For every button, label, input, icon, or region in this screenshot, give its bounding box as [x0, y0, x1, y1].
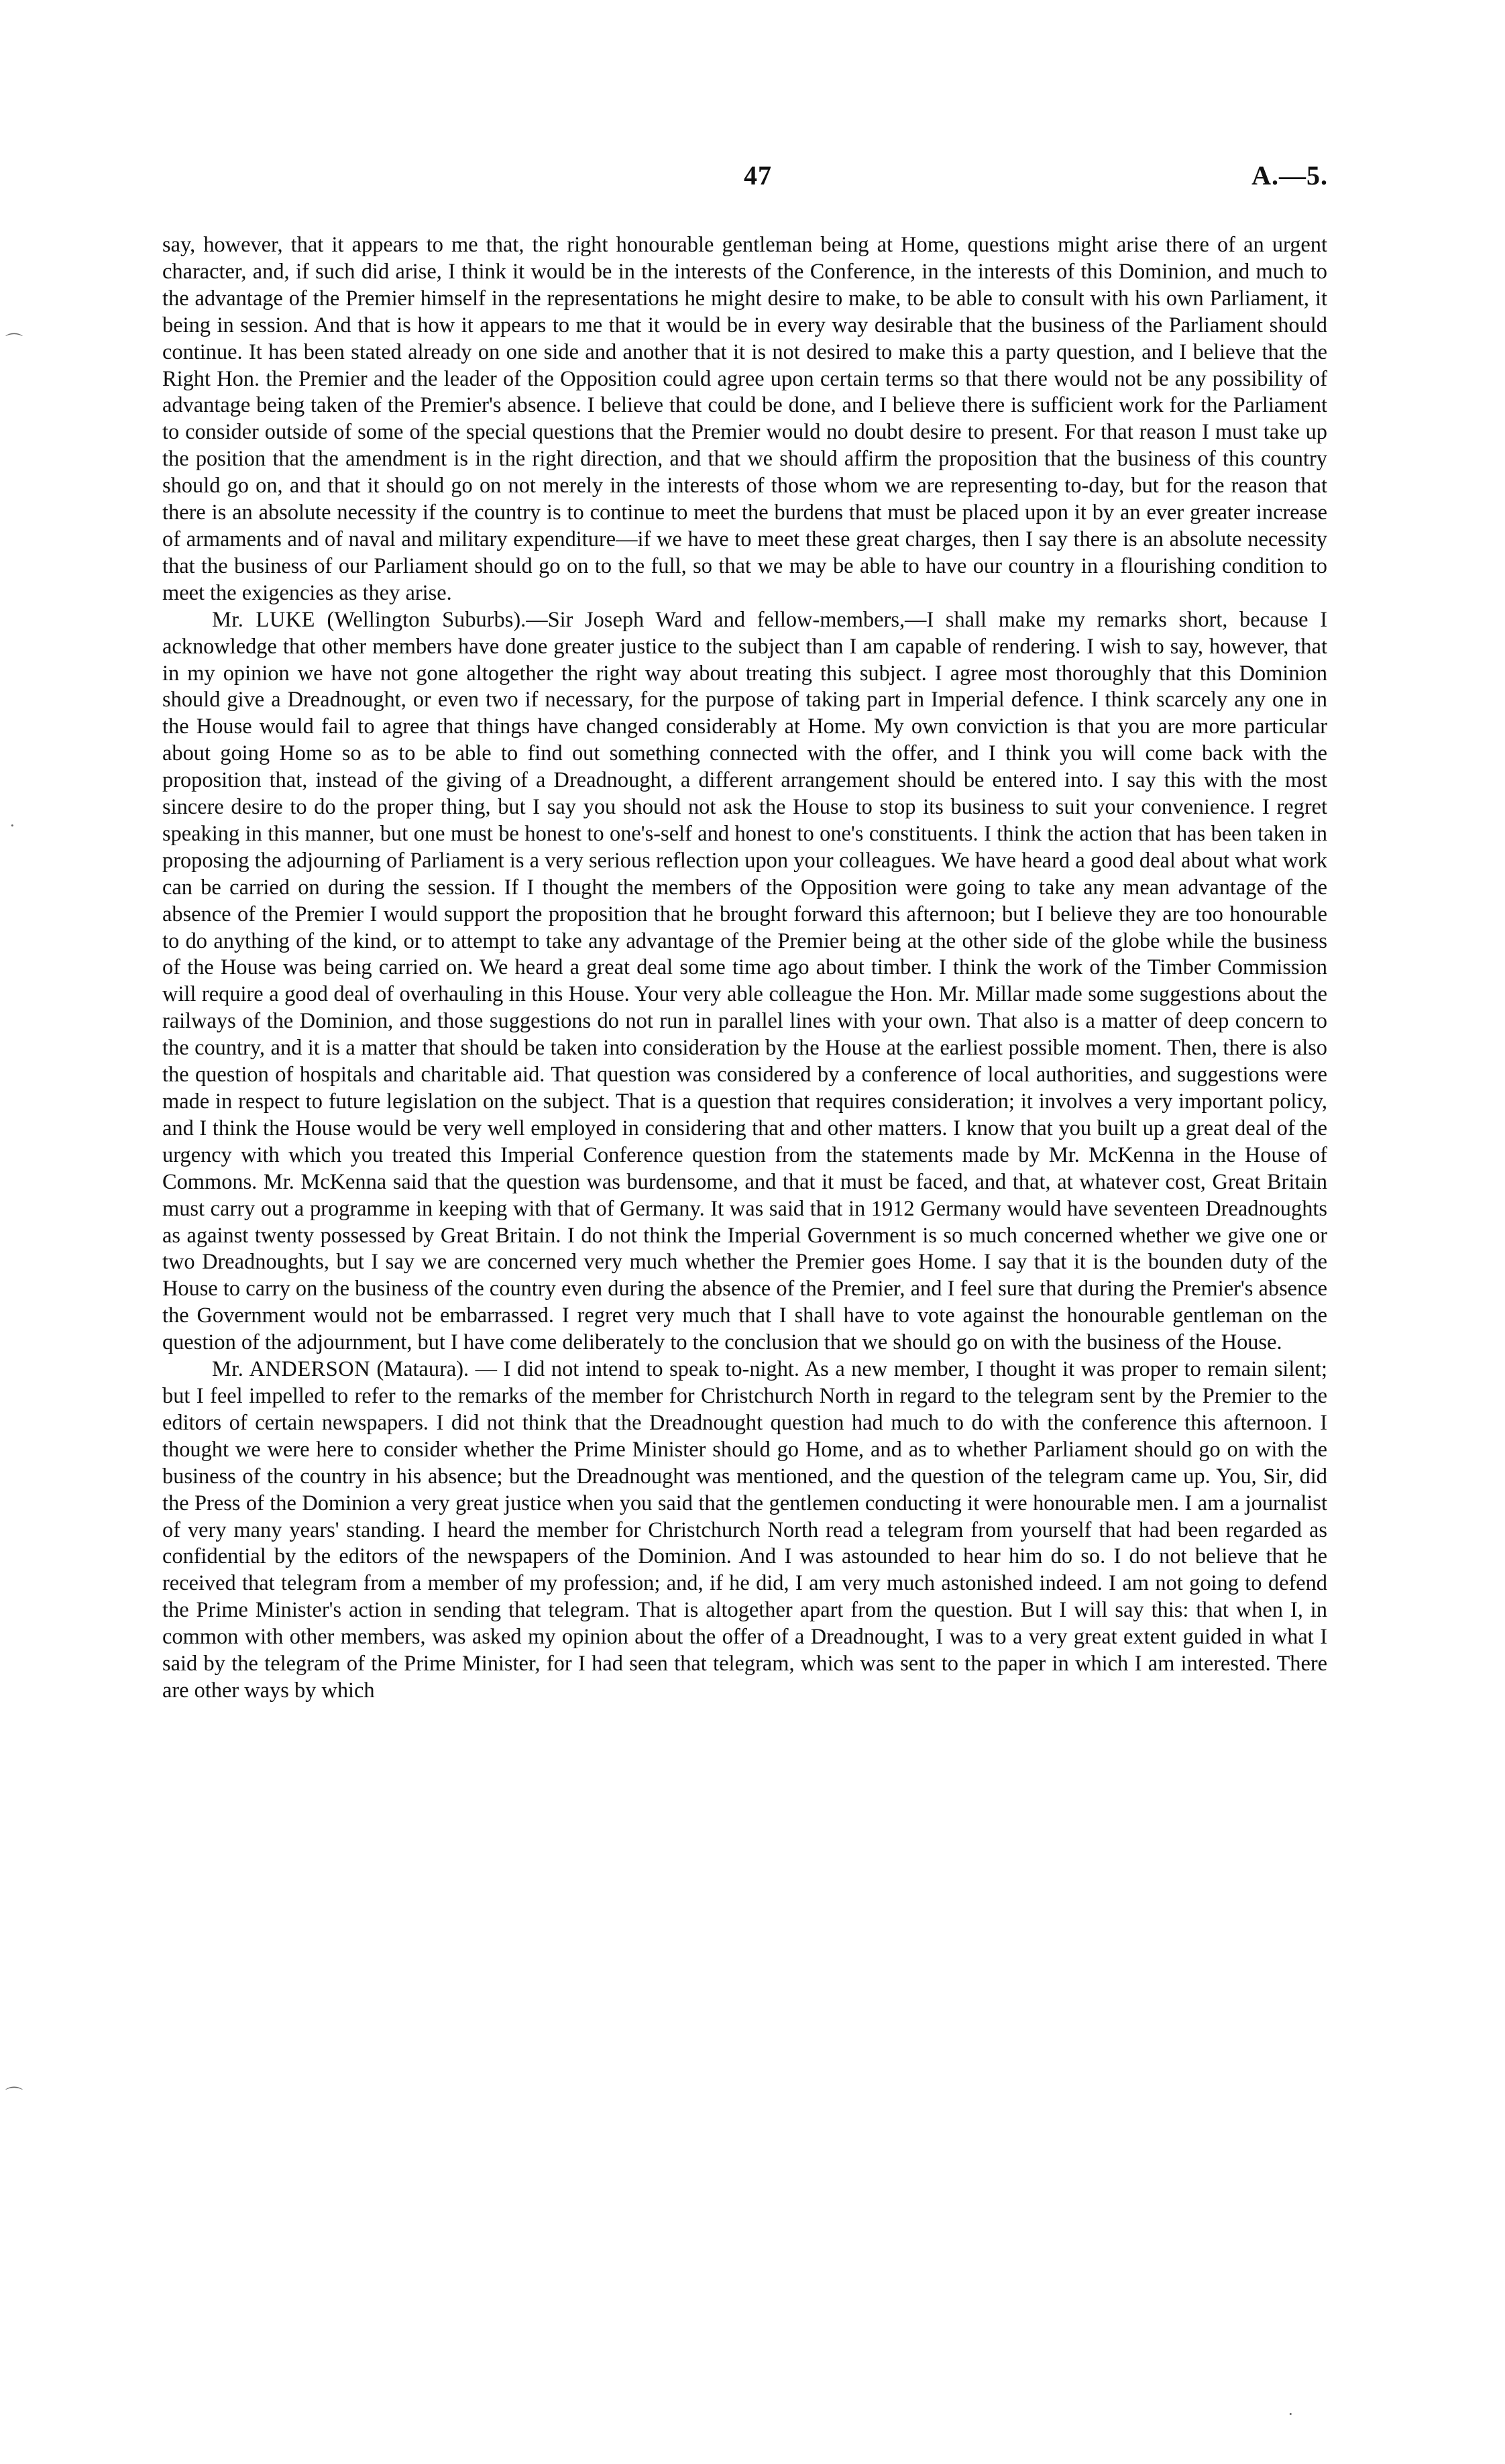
scan-mark-icon: ⌒ [5, 333, 23, 352]
speaker-name: Mr. LUKE [212, 607, 315, 632]
paragraph-text: say, however, that it appears to me that, the right honourable gentleman being at Home, questions might arise there of an urgent character, and, if such did arise, I think it would be in the interests of the Conference, in the interests of this Dominion, and much to the advantage of the Premier himself in the representations he might desire to make, to be able to consult with his own Parliament, it being in session. And that is how it appears to me that it would be in every way desirable that the business of the Parliament should continue. It has been stated already on one side and another that it is not desired to make this a party question, and I believe that the Right Hon. the Premier and the leader of the Opposition could agree upon certain terms so that there would not be any possibility of advantage being taken of the Premier's absence. I believe that could be done, and I believe there is sufficient work for the Parliament to consider outside of some of the special questions that the Premier would no doubt desire to present. For that reason I must take up the position that the amendment is in the right direction, and that we should affirm the proposition that the business of this country should go on, and that it should go on not merely in the interests of those whom we are representing to-day, but for the reason that there is an absolute necessity if the country is to continue to meet the burdens that must be placed upon it by an ever greater increase of armaments and of naval and military expenditure—if we have to meet these great charges, then I say there is an absolute necessity that the business of our Parliament should go on to the full, so that we may be able to have our country in a flourishing condition to meet the exigencies as they arise. [162, 233, 1327, 605]
scan-dot-icon: · [1288, 2404, 1294, 2424]
paragraph-text: (Wellington Suburbs).—Sir Joseph Ward and fellow-members,—I shall make my remarks short, because I acknowledge that other members have done greater justice to the subject than I am capable of rendering. I wish to say, however, that in my opinion we have not gone altogether the right way about treating this subject. I agree most thoroughly that this Dominion should give a Dreadnought, or even two if necessary, for the purpose of taking part in Imperial defence. I think scarcely any one in the House would fail to agree that things have changed considerably at Home. My own conviction is that you are more particular about going Home so as to be able to find out something connected with the offer, and I think you will come back with the proposition that, instead of the giving of a Dreadnought, a different arrangement should be entered into. I say this with the most sincere desire to do the proper thing, but I say you should not ask the House to stop its business to suit your convenience. I regret speaking in this manner, but one must be honest to one's-self and honest to one's constituents. I think the action that has been taken in proposing the adjourning of Parliament is a very serious reflection upon your colleagues. We have heard a good deal about what work can be carried on during the session. If I thought the members of the Opposition were going to take any mean advantage of the absence of the Premier I would support the proposition that he brought forward this afternoon; but I believe they are too honourable to do anything of the kind, or to attempt to take any advantage of the Premier being at the other side of the globe while the business of the House was being carried on. We heard a great deal some time ago about timber. I think the work of the Timber Commission will require a good deal of overhauling in this House. Your very able colleague the Hon. Mr. Millar made some suggestions about the railways of the Dominion, and those suggestions do not run in parallel lines with your own. That also is a matter of deep concern to the country, and it is a matter that should be taken into consideration by the House at the earliest possible moment. Then, there is also the question of hospitals and charitable aid. That question was considered by a conference of local authorities, and suggestions were made in respect to future legislation on the subject. That is a question that requires consideration; it involves a very important policy, and I think the House would be very well employed in considering that and other matters. I know that you built up a great deal of the urgency with which you treated this Imperial Conference question from the statements made by Mr. McKenna in the House of Commons. Mr. McKenna said that the question was burdensome, and that it must be faced, and that, at whatever cost, Great Britain must carry out a programme in keeping with that of Germany. It was said that in 1912 Germany would have seventeen Dreadnoughts as against twenty possessed by Great Britain. I do not think the Imperial Government is so much concerned whether we give one or two Dreadnoughts, but I say we are concerned very much whether the Premier goes Home. I say that it is the bounden duty of the House to carry on the business of the country even during the absence of the Premier, and I feel sure that during the Premier's absence the Government would not be embarrassed. I regret very much that I shall have to vote against the honourable gentleman on the question of the adjournment, but I have come deliberately to the conclusion that we should go on with the business of the House. [162, 607, 1327, 1355]
page-number: 47 [744, 160, 772, 191]
body-text [162, 232, 1327, 1705]
paper-reference: A.—5. [1251, 160, 1328, 191]
speaker-name: Mr. ANDERSON [212, 1357, 371, 1382]
paragraph-continuation [162, 232, 1327, 607]
scan-mark-icon: ⌒ [5, 2086, 23, 2106]
paragraph-speech-anderson [162, 1356, 1327, 1705]
scan-dot-icon: · [9, 816, 15, 835]
paragraph-text: (Mataura). — I did not intend to speak to-night. As a new member, I thought it was proper to remain silent; but I feel impelled to refer to the remarks of the member for Christchurch North in regard to the telegram sent by the Premier to the editors of certain newspapers. I did not think that the Dreadnought question had much to do with the conference this afternoon. I thought we were here to consider whether the Prime Minister should go Home, and as to whether Parliament should go on with the business of the country in his absence; but the Dreadnought was mentioned, and the question of the telegram came up. You, Sir, did the Press of the Dominion a very great justice when you said that the gentlemen conducting it were honourable men. I am a journalist of very many years' standing. I heard the member for Christchurch North read a telegram from yourself that had been regarded as confidential by the editors of the newspapers of the Dominion. And I was astounded to hear him do so. I do not believe that he received that telegram from a member of my profession; and, if he did, I am very much astonished indeed. I am not going to defend the Prime Minister's action in sending that telegram. That is altogether apart from the question. But I will say this: that when I, in common with other members, was asked my opinion about the offer of a Dreadnought, I was to a very great extent guided in what I said by the telegram of the Prime Minister, for I had seen that telegram, which was sent to the paper in which I am interested. There are other ways by which [162, 1357, 1327, 1703]
paragraph-speech-luke [162, 607, 1327, 1356]
